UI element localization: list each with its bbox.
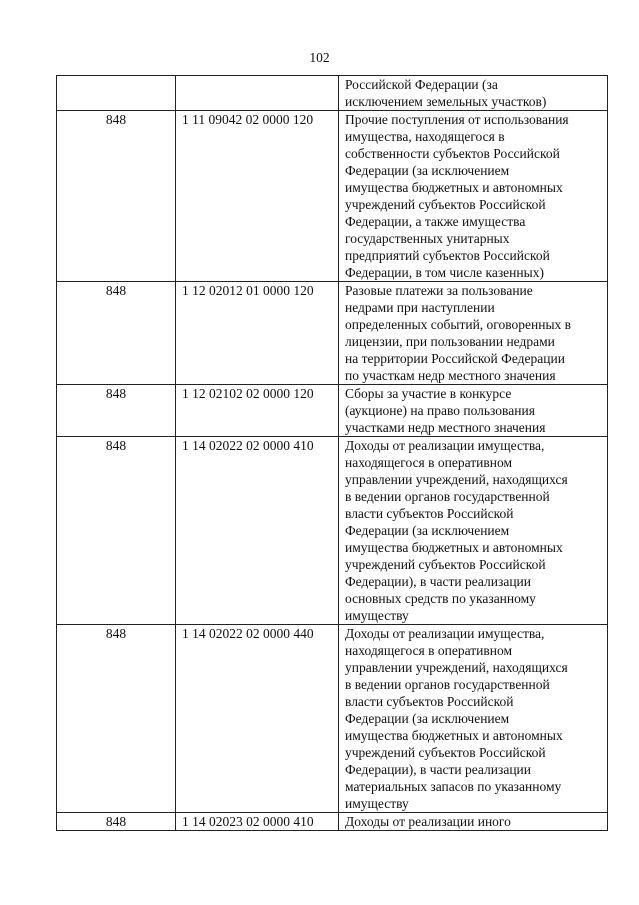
revenue-name-cell xyxy=(339,437,608,625)
budget-classification-code-cell: 1 14 02022 02 0000 410 xyxy=(176,437,339,625)
table-body xyxy=(57,76,608,831)
table-row xyxy=(57,625,608,813)
revenue-name-line: Сборы за участие в конкурсе xyxy=(345,386,512,401)
revenue-name-line: имуществу xyxy=(345,608,409,623)
table-row xyxy=(57,385,608,437)
revenue-name-line: находящегося в оперативном xyxy=(345,455,513,470)
table-row xyxy=(57,282,608,385)
admin-code-cell: 848 xyxy=(57,625,176,813)
revenue-name-line: Федерации), в части реализации xyxy=(345,762,532,777)
budget-classification-code-cell: 1 11 09042 02 0000 120 xyxy=(176,111,339,282)
revenue-name-line: определенных событий, оговоренных в xyxy=(345,317,572,332)
revenue-name-cell xyxy=(339,282,608,385)
revenue-name-line: основных средств по указанному xyxy=(345,591,536,606)
budget-classification-code-cell: 1 14 02022 02 0000 440 xyxy=(176,625,339,813)
revenue-name-line: (аукционе) на право пользования xyxy=(345,403,535,418)
revenue-name-line: Федерации (за исключением xyxy=(345,711,510,726)
revenue-name-line: имуществу xyxy=(345,796,409,811)
revenue-name-line: на территории Российской Федерации xyxy=(345,351,565,366)
revenue-name-line: власти субъектов Российской xyxy=(345,694,514,709)
table-row xyxy=(57,437,608,625)
revenue-name-line: имущества бюджетных и автономных xyxy=(345,180,563,195)
revenue-name-line: Федерации), в части реализации xyxy=(345,574,532,589)
revenue-name-cell xyxy=(339,76,608,111)
page-number: 102 xyxy=(309,50,330,65)
revenue-name-line: учреждений субъектов Российской xyxy=(345,745,546,760)
revenue-name-line: Доходы от реализации иного xyxy=(345,814,511,829)
revenue-name-line: Федерации (за исключением xyxy=(345,523,510,538)
table-row xyxy=(57,111,608,282)
admin-code-cell: 848 xyxy=(57,813,176,831)
budget-classification-code-cell: 1 14 02023 02 0000 410 xyxy=(176,813,339,831)
revenue-name-line: Доходы от реализации имущества, xyxy=(345,438,545,453)
revenue-name-line: находящегося в оперативном xyxy=(345,643,513,658)
revenue-name-line: Федерации, в том числе казенных) xyxy=(345,265,544,280)
revenue-name-line: материальных запасов по указанному xyxy=(345,779,562,794)
admin-code-cell: 848 xyxy=(57,385,176,437)
revenue-name-line: имущества, находящегося в xyxy=(345,129,505,144)
revenue-name-cell xyxy=(339,625,608,813)
revenue-name-line: Доходы от реализации имущества, xyxy=(345,626,545,641)
revenue-name-cell xyxy=(339,111,608,282)
table-row xyxy=(57,813,608,831)
revenue-name-line: Федерации, а также имущества xyxy=(345,214,526,229)
revenue-name-line: Прочие поступления от использования xyxy=(345,112,569,127)
revenue-name-line: Федерации (за исключением xyxy=(345,163,510,178)
revenue-name-line: управлении учреждений, находящихся xyxy=(345,472,568,487)
revenue-name-line: по участкам недр местного значения xyxy=(345,368,556,383)
revenue-name-line: государственных унитарных xyxy=(345,231,510,246)
admin-code-cell: 848 xyxy=(57,111,176,282)
revenue-name-line: Российской Федерации (за xyxy=(345,77,498,92)
revenue-name-line: имущества бюджетных и автономных xyxy=(345,728,563,743)
admin-code-cell: 848 xyxy=(57,282,176,385)
revenue-name-line: предприятий субъектов Российской xyxy=(345,248,550,263)
revenue-name-cell xyxy=(339,813,608,831)
revenue-name-cell xyxy=(339,385,608,437)
revenue-name-line: имущества бюджетных и автономных xyxy=(345,540,563,555)
table-row xyxy=(57,76,608,111)
budget-codes-table xyxy=(56,75,608,831)
revenue-name-line: управлении учреждений, находящихся xyxy=(345,660,568,675)
budget-classification-code-cell: 1 12 02102 02 0000 120 xyxy=(176,385,339,437)
revenue-name-line: собственности субъектов Российской xyxy=(345,146,560,161)
admin-code-cell xyxy=(57,76,176,111)
revenue-name-line: учреждений субъектов Российской xyxy=(345,197,546,212)
budget-classification-code-cell: 1 12 02012 01 0000 120 xyxy=(176,282,339,385)
revenue-name-line: участками недр местного значения xyxy=(345,420,546,435)
revenue-name-line: Разовые платежи за пользование xyxy=(345,283,533,298)
revenue-name-line: исключением земельных участков) xyxy=(345,94,547,109)
revenue-name-line: учреждений субъектов Российской xyxy=(345,557,546,572)
admin-code-cell: 848 xyxy=(57,437,176,625)
revenue-name-line: в ведении органов государственной xyxy=(345,489,550,504)
revenue-name-line: в ведении органов государственной xyxy=(345,677,550,692)
revenue-name-line: лицензии, при пользовании недрами xyxy=(345,334,555,349)
revenue-name-line: власти субъектов Российской xyxy=(345,506,514,521)
budget-classification-code-cell xyxy=(176,76,339,111)
revenue-name-line: недрами при наступлении xyxy=(345,300,495,315)
